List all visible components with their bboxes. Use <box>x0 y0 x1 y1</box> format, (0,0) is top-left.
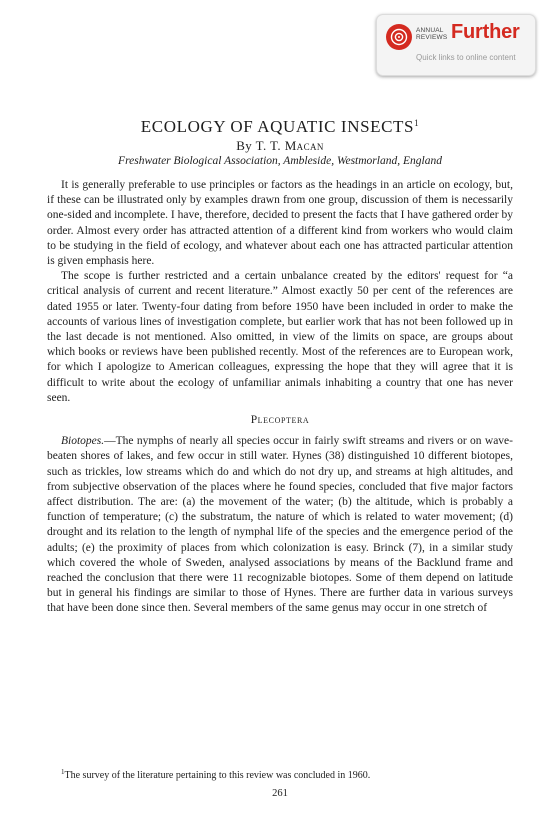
section-heading: Plecoptera <box>250 414 310 427</box>
section-paragraph: Biotopes.—The nymphs of nearly all species occur in fairly swift streams and rivers or on wave-beaten shores of lakes, and few occur in still water. Hynes (38) distinguished 10 different biotopes, such as trickles, low streams which do and which do not dry up, and streams at high altitudes, and from subjective observation of the places where he found species, concluded that five major factors affect distribution. The are: (a) the movement of the water; (b) the altitude, which is probably a function of temperature; (c) the substratum, the nature of which is related to water movement; (d) drought and its relation to the length of nymphal life of the species and the emergence period of the adults; (e) the proximity of places from which colonization is easy. Brinck (7), in a similar study which covered the whole of Sweden, analysed associations by means of the Backlund frame and reached the conclusion that there were 11 recognizable biotopes. Some of them depend on latitude but in general his findings are similar to those of Hynes. There are further data in various surveys that have been done since then. Several members of the same genus may occur in one stretch of <box>47 435 513 615</box>
author-affiliation: Freshwater Biological Association, Ambleside, Westmorland, England <box>118 155 442 167</box>
further-badge[interactable] <box>376 14 536 76</box>
subsection-lead: Biotopes. <box>61 435 105 448</box>
page-number: 261 <box>272 788 288 799</box>
footnote-mark: 1 <box>61 768 65 776</box>
author-byline: By T. T. Macan <box>236 138 324 153</box>
annual-reviews-logo-icon <box>386 24 412 50</box>
annual-reviews-wordmark: ANNUAL REVIEWS <box>416 27 448 41</box>
article-title: ECOLOGY OF AQUATIC INSECTS$^1$ <box>140 117 420 136</box>
article-body <box>47 178 513 617</box>
intro-paragraph-1: It is generally preferable to use principles or factors as the headings in an article on ecology, but, if these can be illustrated only by examples drawn from one group, discussion of them is necessarily one-sided and incomplete. I have, therefore, decided to present the facts that I have gathered order by order. Almost every order has attracted attention of a different kind from workers who would claim to be studying in the field of ecology, and whatever about each one has attracted particular attention is given emphasis here. <box>47 179 513 268</box>
further-subtitle: Quick links to online content <box>416 53 516 62</box>
further-label: Further <box>451 21 520 43</box>
author-name: Macan <box>284 138 324 153</box>
footnote: $^1$The survey of the literature pertaining to this review was concluded in 1960. <box>61 768 371 781</box>
title-footnote-mark: 1 <box>414 118 420 128</box>
intro-paragraph-2: The scope is further restricted and a certain unbalance created by the editors' request for “a critical analysis of current and recent literature.” Almost exactly 50 per cent of the references are dated 1955 or later. Twenty-four dating from before 1950 have been included in order to make the accounts of various lines of investigation complete, but earlier work that has not been followed up in the last decade is not mentioned. Also omitted, in view of the limits on space, are groups about which books or reviews have been published recently. Most of the references are to European work, for which I apologize to American colleagues, expressing the hope that they will agree that it is difficult to write about the ecology of unfamiliar animals inhabiting a country that one has never seen. <box>47 270 513 404</box>
